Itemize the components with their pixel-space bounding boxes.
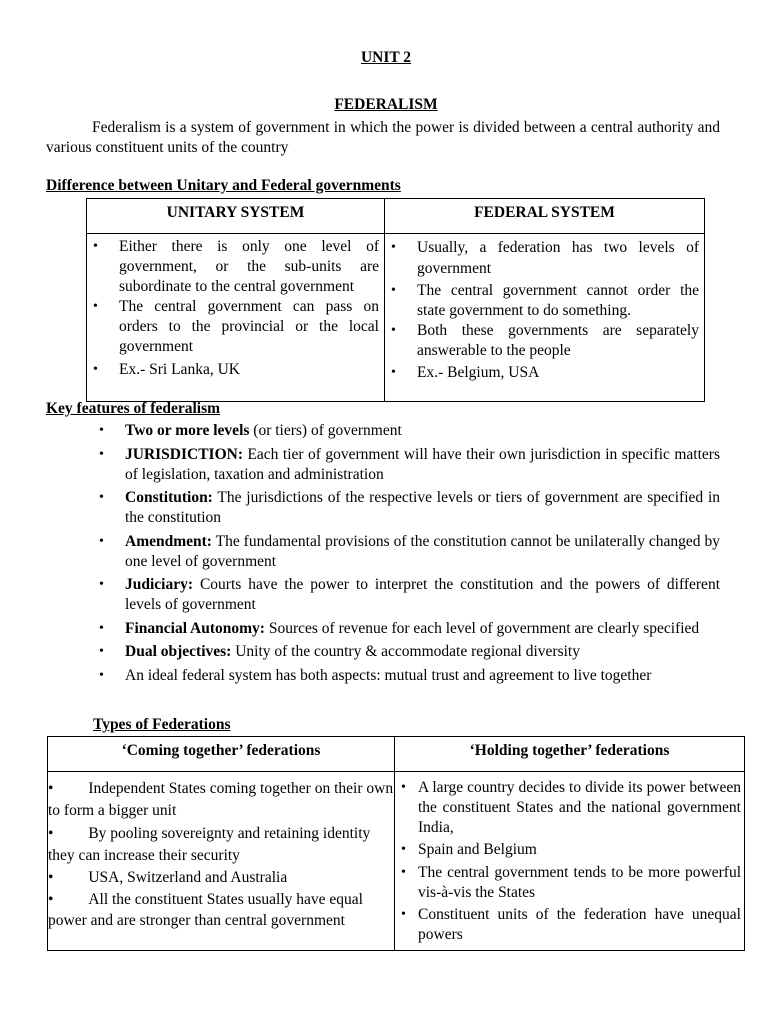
feature-text: Courts have the power to interpret the constitution and the powers of different levels of government <box>125 576 720 613</box>
feature-term: Constitution: <box>125 489 213 506</box>
list-item: • All the constituent States usually have equal power and are stronger than central government <box>48 891 363 929</box>
feature-term: Judiciary: <box>125 576 194 593</box>
list-item: • The central government tends to be more powerful vis-à-vis the States <box>395 863 741 903</box>
unitary-cell <box>87 234 385 402</box>
difference-heading: Difference between Unitary and Federal governments <box>46 177 401 194</box>
coming-together-header: ‘Coming together’ federations <box>48 737 395 772</box>
feature-text: The jurisdictions of the respective levels or tiers of government are specified in the constitution <box>125 489 720 526</box>
feature-item <box>93 619 720 639</box>
list-item: • The central government cannot order the state government to do something. <box>385 281 699 321</box>
list-item: • Ex.- Sri Lanka, UK <box>87 360 379 380</box>
page-title: FEDERALISM <box>334 96 438 113</box>
list-item-text: USA, Switzerland and Australia <box>88 869 288 886</box>
feature-text: (or tiers) of government <box>249 422 402 439</box>
feature-item <box>93 445 720 485</box>
unitary-federal-table <box>86 198 705 402</box>
list-item: • Usually, a federation has two levels of government <box>385 237 699 279</box>
feature-term: Dual objectives: <box>125 643 232 660</box>
list-item-text: By pooling sovereignty and retaining identity they can increase their security <box>48 825 371 864</box>
unitary-header: UNITARY SYSTEM <box>87 199 385 234</box>
coming-together-list <box>48 778 394 931</box>
feature-item <box>93 532 720 572</box>
list-item: • The central government can pass on orders to the provincial or the local government <box>87 297 379 357</box>
feature-item <box>93 488 720 528</box>
federal-cell <box>385 234 705 402</box>
feature-text: Unity of the country & accommodate regional diversity <box>231 643 580 660</box>
list-item: • Spain and Belgium <box>395 840 741 860</box>
list-item-text: All the constituent States usually have equal power and are stronger than central government <box>48 891 363 929</box>
feature-term: Two or more levels <box>125 422 250 439</box>
holding-together-cell <box>395 772 745 951</box>
unitary-list <box>87 237 379 380</box>
feature-term: Financial Autonomy: <box>125 619 265 637</box>
coming-together-cell <box>48 772 395 951</box>
features-heading: Key features of federalism <box>46 400 221 417</box>
feature-item <box>93 421 720 441</box>
federal-list <box>385 237 699 383</box>
feature-item <box>93 666 720 686</box>
list-item: • Either there is only one level of government, or the sub-units are subordinate to the central government <box>87 237 379 297</box>
features-list <box>93 421 720 689</box>
list-item: • A large country decides to divide its power between the constituent States and the national government India, <box>395 778 741 838</box>
holding-together-header: ‘Holding together’ federations <box>395 737 745 772</box>
types-heading: Types of Federations <box>93 716 231 733</box>
federal-header: FEDERAL SYSTEM <box>385 199 705 234</box>
intro-paragraph: Federalism is a system of government in which the power is divided between a central authority and various constituent units of the country <box>46 119 720 156</box>
list-item: • USA, Switzerland and Australia <box>48 869 288 886</box>
list-item: • Ex.- Belgium, USA <box>385 363 699 383</box>
feature-text: An ideal federal system has both aspects: mutual trust and agreement to live together <box>125 666 652 684</box>
feature-term: JURISDICTION: <box>125 445 243 463</box>
feature-text: Sources of revenue for each level of government are clearly specified <box>264 619 700 637</box>
list-item: • Both these governments are separately answerable to the people <box>385 321 699 361</box>
list-item-text: Independent States coming together on their own to form a bigger unit <box>48 780 394 819</box>
federation-types-table <box>47 736 745 951</box>
unit-heading: UNIT 2 <box>360 49 412 66</box>
list-item: • By pooling sovereignty and retaining identity they can increase their security <box>48 825 371 864</box>
feature-item <box>93 642 720 662</box>
feature-item <box>93 575 720 615</box>
feature-text: The fundamental provisions of the constitution cannot be unilaterally changed by one level of government <box>125 532 720 570</box>
feature-text: Each tier of government will have their own jurisdiction in specific matters of legislation, taxation and administration <box>125 445 720 483</box>
list-item: • Constituent units of the federation have unequal powers <box>395 905 741 945</box>
holding-together-list <box>395 778 741 945</box>
list-item: • Independent States coming together on their own to form a bigger unit <box>48 780 394 819</box>
feature-term: Amendment: <box>125 532 212 550</box>
